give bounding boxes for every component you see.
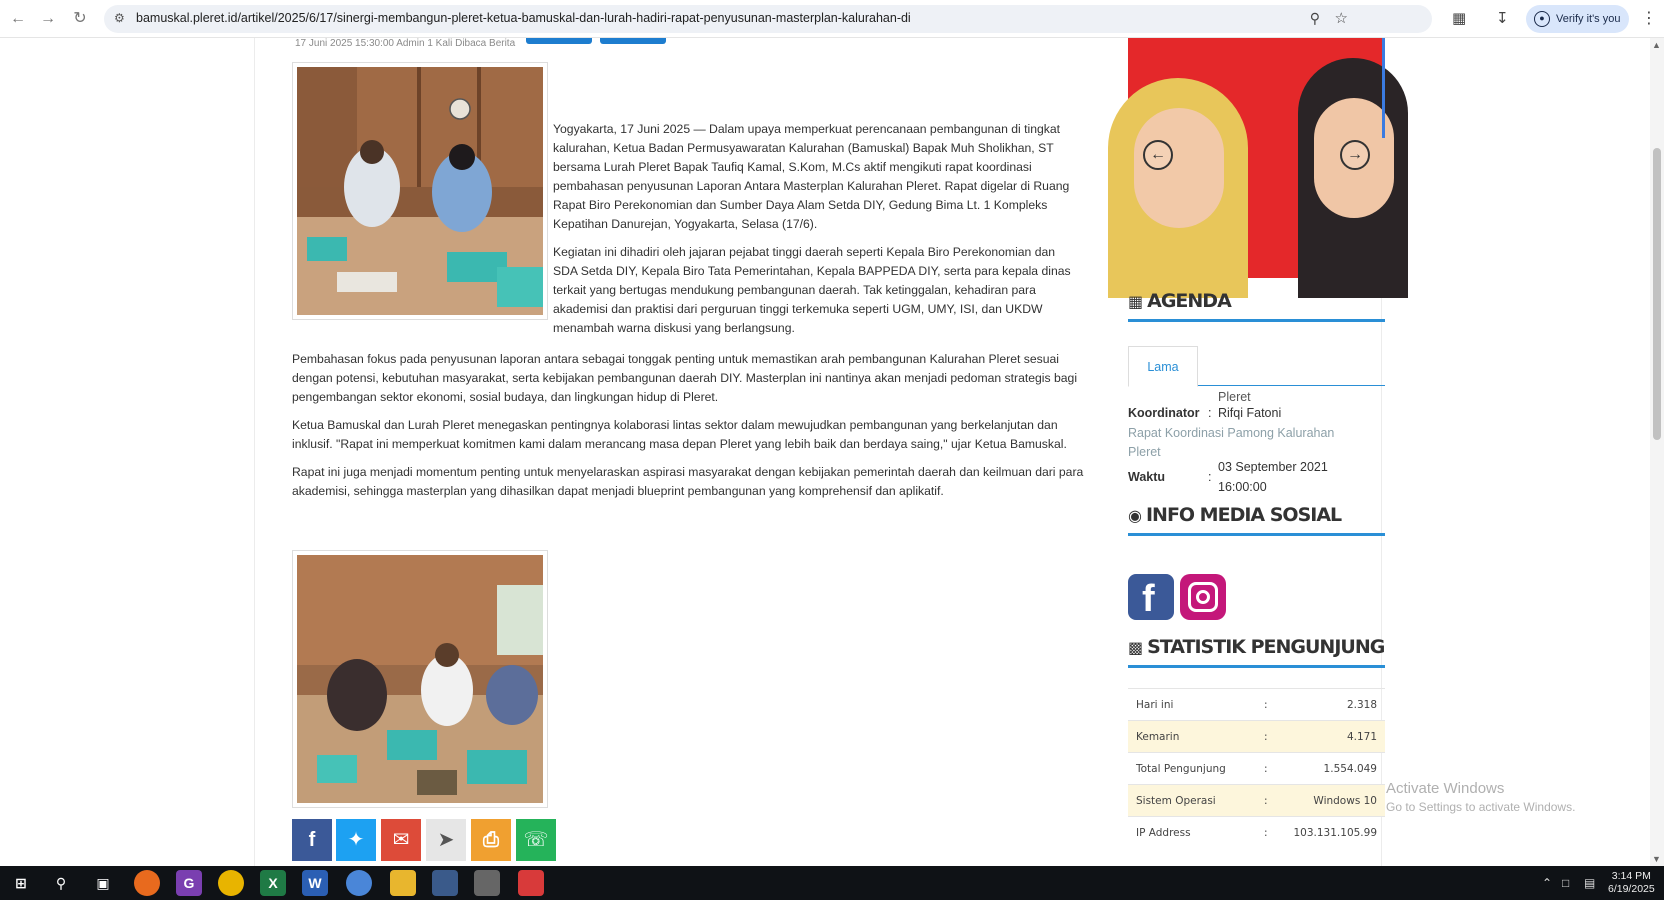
paragraph: Yogyakarta, 17 Juni 2025 — Dalam upaya memperkuat perencanaan pembangunan di tingkat kalurahan, Ketua Badan Permusyawaratan Kalurahan (Bamuskal) Bapak Muh Sholikhan, ST bersama Lurah Pleret Bapak Taufiq Kamal, S.Kom, M.Cs aktif mengikuti rapat koordinasi pembahasan penyusunan Laporan Antara Masterplan Kalurahan Pleret. Rapat digelar di Ruang Rapat Biro Perekonomian dan Sumber Daya Alam Setda DIY, Gedung Bima Lt. 1 Kompleks Kepatihan Danurejan, Yogyakarta, Selasa (17/6). — [553, 122, 1070, 231]
stats-label: Total Pengunjung — [1136, 763, 1226, 775]
print-icon[interactable]: ⎙ — [471, 819, 511, 861]
clock-time: 3:14 PM — [1611, 870, 1651, 882]
zoom-icon[interactable]: ⚲ — [1309, 10, 1320, 26]
colon: : — [1264, 795, 1268, 807]
agenda-list — [1128, 390, 1385, 496]
windows-taskbar — [0, 866, 1664, 900]
koordinator-value: Rifqi Fatoni — [1218, 406, 1282, 420]
store-icon[interactable]: ▣ — [96, 875, 110, 891]
start-icon[interactable]: ⊞ — [15, 875, 27, 891]
forward-icon[interactable]: → — [40, 10, 56, 27]
twitter-icon[interactable]: ✦ — [336, 819, 376, 861]
chrome-active-icon[interactable] — [346, 870, 372, 896]
telegram-icon[interactable]: ➤ — [426, 819, 466, 861]
clock-date: 6/19/2025 — [1608, 883, 1655, 895]
word-icon[interactable]: W — [302, 870, 328, 896]
stats-label: Sistem Operasi — [1136, 795, 1216, 807]
stats-value: 1.554.049 — [1323, 763, 1377, 775]
browser-toolbar — [0, 0, 1664, 38]
article-photo-2 — [292, 550, 548, 808]
verify-label: Verify it's you — [1556, 13, 1621, 25]
download-icon[interactable]: ↧ — [1496, 10, 1509, 27]
article-meta — [295, 38, 666, 49]
site-info-icon[interactable]: ⚙ — [114, 11, 125, 25]
tray-chevron-icon[interactable]: ⌃ — [1542, 876, 1553, 890]
profile-icon: ● — [1534, 11, 1550, 27]
app-window-icon[interactable] — [432, 870, 458, 896]
scroll-up-icon[interactable]: ▲ — [1652, 40, 1661, 50]
media-heading — [1128, 504, 1385, 536]
colon: : — [1264, 827, 1268, 839]
media-title: INFO MEDIA SOSIAL — [1145, 504, 1342, 526]
tab-lama[interactable]: Lama — [1128, 346, 1198, 387]
article-body — [292, 350, 1092, 510]
url-text[interactable]: bamuskal.pleret.id/artikel/2025/6/17/sinergi-membangun-pleret-ketua-bamuskal-dan-lurah-hadiri-rapat-penyusunan-masterplan-kalurahan-di — [136, 11, 911, 25]
search-icon[interactable]: ⚲ — [55, 875, 67, 891]
activate-windows-watermark — [1386, 780, 1575, 814]
excel-icon[interactable]: X — [260, 870, 286, 896]
facebook-link-icon[interactable]: f — [1128, 574, 1174, 620]
menu-icon[interactable]: ⋮ — [1641, 10, 1657, 27]
notification-icon[interactable]: ▤ — [1584, 876, 1596, 890]
meeting-photo-1 — [297, 67, 543, 315]
stats-label: Hari ini — [1136, 699, 1174, 711]
colon: : — [1208, 406, 1212, 420]
waktu-label: Waktu — [1128, 470, 1166, 484]
koordinator-label: Koordinator — [1128, 406, 1200, 420]
slider-next-icon[interactable]: → — [1340, 140, 1370, 170]
scroll-down-icon[interactable]: ▼ — [1652, 854, 1661, 864]
stats-heading — [1128, 636, 1385, 668]
stats-row — [1128, 816, 1385, 848]
app-doc-icon[interactable] — [474, 870, 500, 896]
app-g-icon[interactable]: G — [176, 870, 202, 896]
slider-prev-icon[interactable]: ← — [1143, 140, 1173, 170]
address-bar[interactable] — [104, 5, 1432, 33]
paragraph: Pembahasan fokus pada penyusunan laporan antara sebagai tonggak penting untuk memastikan arah pembangunan Kalurahan Pleret sesuai dengan potensi, kebutuhan masyarakat, serta kebijakan pembangunan daerah DIY. Masterplan ini nantinya akan menjadi pedoman strategis bagi pengembangan sektor ekonomi, sosial budaya, dan lingkungan hidup di Pleret. — [292, 352, 1078, 404]
firefox-icon[interactable] — [134, 870, 160, 896]
colon: : — [1264, 763, 1268, 775]
page-scrollbar[interactable] — [1650, 38, 1664, 866]
stats-label: IP Address — [1136, 827, 1191, 839]
facebook-icon[interactable]: f — [292, 819, 332, 861]
paragraph: Rapat ini juga menjadi momentum penting untuk menyelaraskan aspirasi masyarakat dengan kebijakan pemerintah daerah dan keilmuan dari para akademisi, sehingga masterplan yang dihasilkan dapat menjadi blueprint pembangunan yang komprehensif dan aplikatif. — [292, 465, 1084, 498]
article-meta-text: 17 Juni 2025 15:30:00 Admin 1 Kali Dibaca Berita — [295, 38, 516, 49]
watermark-line2: Go to Settings to activate Windows. — [1386, 800, 1576, 814]
paragraph: Kegiatan ini dihadiri oleh jajaran pejabat tinggi daerah seperti Kepala Biro Perekonomian dan SDA Setda DIY, Kepala Biro Tata Pemerintahan, Kepala BAPPEDA DIY, serta para kepala dinas terkait yang bertugas mendukung pembangunan daerah. Tak ketinggalan, kehadiran para akademisi dan praktisi dari perguruan tinggi terkemuka seperti UGM, UMY, ISI, dan UKDW menambah warna diskusi yang berlangsung. — [553, 245, 1071, 335]
extensions-icon[interactable]: ▦ — [1452, 10, 1467, 27]
network-icon[interactable]: □ — [1562, 876, 1570, 890]
stats-value: 4.171 — [1346, 731, 1377, 743]
sidebar-photo-slider — [1128, 38, 1385, 278]
instagram-link-icon[interactable] — [1180, 574, 1226, 620]
taskbar-clock[interactable] — [1608, 870, 1655, 896]
stats-title: STATISTIK PENGUNJUNG — [1147, 636, 1385, 658]
tag-button[interactable] — [600, 38, 666, 44]
visitor-stats-table — [1128, 688, 1385, 848]
bar-chart-icon: ▩ — [1128, 638, 1144, 657]
file-explorer-icon[interactable] — [390, 870, 416, 896]
stats-value: Windows 10 — [1313, 795, 1377, 807]
article-photo-1 — [292, 62, 548, 320]
slide-person — [1134, 108, 1224, 228]
calendar-icon: ▦ — [1128, 292, 1144, 311]
verify-profile-button[interactable] — [1526, 5, 1629, 33]
colon: : — [1208, 470, 1212, 484]
scrollbar-thumb[interactable] — [1653, 148, 1661, 440]
stats-row — [1128, 752, 1385, 784]
colon: : — [1264, 731, 1268, 743]
article-intro — [553, 120, 1078, 347]
stats-value: 103.131.105.99 — [1293, 827, 1377, 839]
stats-row — [1128, 720, 1385, 752]
star-icon[interactable]: ☆ — [1334, 10, 1348, 27]
back-icon[interactable]: ← — [10, 10, 26, 27]
agenda-cut-text: Pleret — [1218, 390, 1251, 404]
app-red-icon[interactable] — [518, 870, 544, 896]
reload-icon[interactable]: ↻ — [73, 10, 87, 27]
email-icon[interactable]: ✉ — [381, 819, 421, 861]
chrome-icon[interactable] — [218, 870, 244, 896]
web-page — [0, 38, 1650, 866]
stats-value: 2.318 — [1346, 699, 1377, 711]
waktu-time: 16:00:00 — [1218, 480, 1267, 494]
tag-button[interactable] — [526, 38, 592, 44]
waktu-value: 03 September 2021 — [1218, 460, 1328, 474]
globe-icon: ◉ — [1128, 506, 1142, 525]
slider-indicator — [1382, 38, 1385, 138]
paragraph: Ketua Bamuskal dan Lurah Pleret menegaskan pentingnya kolaborasi lintas sektor dalam mewujudkan pembangunan yang berkelanjutan dan inklusif. "Rapat ini memperkuat komitmen kami dalam merancang masa depan Pleret yang lebih baik dan berdaya saing," ujar Ketua Bamuskal. — [292, 418, 1067, 451]
stats-row — [1128, 688, 1385, 720]
whatsapp-icon[interactable]: ☏ — [516, 819, 556, 861]
colon: : — [1264, 699, 1268, 711]
stats-label: Kemarin — [1136, 731, 1180, 743]
meeting-photo-2 — [297, 555, 543, 803]
stats-row — [1128, 784, 1385, 816]
agenda-tabs — [1128, 346, 1385, 386]
agenda-title: AGENDA — [1147, 290, 1231, 312]
agenda-link[interactable]: Rapat Koordinasi Pamong Kalurahan Pleret — [1128, 426, 1335, 459]
agenda-heading — [1128, 290, 1385, 322]
watermark-line1: Activate Windows — [1386, 780, 1505, 797]
